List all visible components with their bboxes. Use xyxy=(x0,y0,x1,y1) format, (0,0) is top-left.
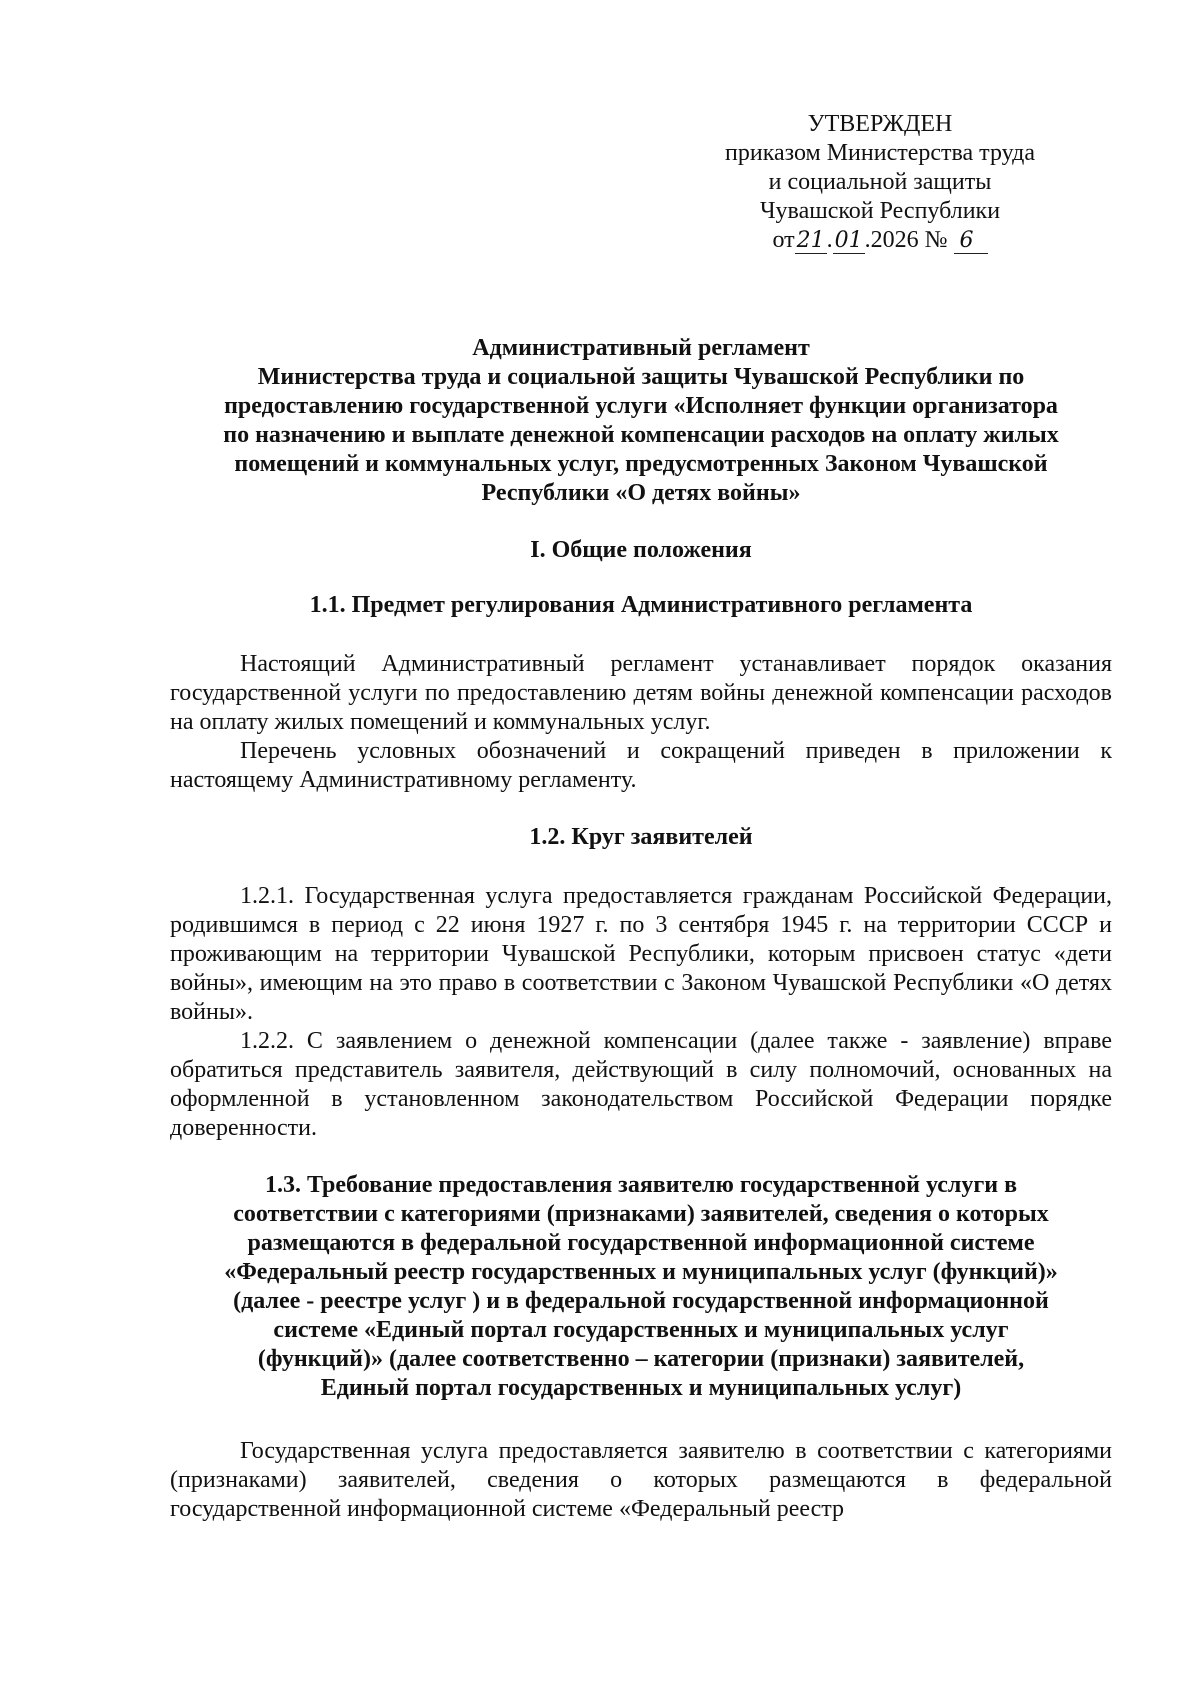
date-year: .2026 xyxy=(864,227,919,253)
subsection-1-3-heading-line-1: 1.3. Требование предоставления заявителю государственной услуги в xyxy=(264,1172,1018,1198)
handwritten-month: 01 xyxy=(834,228,863,253)
subsection-1-3-heading xyxy=(170,1171,1112,1403)
handwritten-day: 21 xyxy=(796,228,825,253)
subsection-1-3-heading-line-2: соответствии с категориями (признаками) заявителей, сведения о которых xyxy=(233,1201,1049,1227)
document-title xyxy=(170,334,1112,508)
date-prefix: от xyxy=(772,227,795,253)
title-line-5: помещений и коммунальных услуг, предусмотренных Законом Чувашской xyxy=(234,451,1048,477)
approval-line-3: Чувашской Республики xyxy=(759,198,1001,224)
approval-line-2: и социальной защиты xyxy=(768,169,992,195)
subsection-1-3-heading-line-4: «Федеральный реестр государственных и муниципальных услуг (функций)» xyxy=(224,1259,1058,1285)
section-1-heading: I. Общие положения xyxy=(530,537,752,563)
approval-line-1: приказом Министерства труда xyxy=(725,140,1035,166)
subsection-1-3-heading-line-6: системе «Единый портал государственных и муниципальных услуг xyxy=(273,1317,1009,1343)
subsection-1-3-heading-line-7: (функций)» (далее соответственно – категории (признаки) заявителей, xyxy=(257,1346,1025,1372)
title-line-3: предоставлению государственной услуги «Исполняет функции организатора xyxy=(224,393,1058,419)
subsection-1-3-heading-line-8: Единый портал государственных и муниципальных услуг) xyxy=(320,1375,962,1401)
title-line-2: Министерства труда и социальной защиты Чувашской Республики по xyxy=(257,364,1025,390)
approval-status: УТВЕРЖДЕН xyxy=(807,111,953,137)
document-body xyxy=(170,334,1112,1524)
number-label: № xyxy=(924,227,948,253)
subsection-1-1-paragraph-2: Перечень условных обозначений и сокращений приведен в приложении к настоящему Административному регламенту. xyxy=(170,738,1112,793)
approval-date-line xyxy=(690,226,1070,255)
approval-stamp-block xyxy=(690,110,1070,255)
subsection-1-2-paragraph-2: 1.2.2. С заявлением о денежной компенсации (далее также - заявление) вправе обратиться представитель заявителя, действующий в силу полномочий, основанных на оформленной в установленном законодательством Российской Федерации порядке доверенности. xyxy=(170,1028,1112,1141)
title-line-4: по назначению и выплате денежной компенсации расходов на оплату жилых xyxy=(223,422,1059,448)
date-separator: . xyxy=(826,227,833,253)
subsection-1-1-paragraph-1: Настоящий Административный регламент устанавливает порядок оказания государственной услуги по предоставлению детям войны денежной компенсации расходов на оплату жилых помещений и коммунальных услуг. xyxy=(170,651,1112,735)
subsection-1-3-heading-line-5: (далее - реестре услуг ) и в федеральной государственной информационной xyxy=(233,1288,1049,1314)
subsection-1-3-paragraph-1: Государственная услуга предоставляется заявителю в соответствии с категориями (признаками) заявителей, сведения о которых размещаются в федеральной государственной информационной системе «Федеральный реестр xyxy=(170,1438,1112,1522)
subsection-1-2-paragraph-1: 1.2.1. Государственная услуга предоставляется гражданам Российской Федерации, родившимся в период с 22 июня 1927 г. по 3 сентября 1945 г. на территории СССР и проживающим на территории Чувашской Республики, которым присвоен статус «дети войны», имеющим на это право в соответствии с Законом Чувашской Республики «О детях войны». xyxy=(170,883,1112,1025)
subsection-1-1-heading: 1.1. Предмет регулирования Административного регламента xyxy=(309,592,973,618)
title-line-1: Административный регламент xyxy=(472,335,810,361)
title-line-6: Республики «О детях войны» xyxy=(481,480,801,506)
subsection-1-3-heading-line-3: размещаются в федеральной государственной информационной системе xyxy=(247,1230,1035,1256)
subsection-1-2-heading: 1.2. Круг заявителей xyxy=(529,824,753,850)
handwritten-number: 6 xyxy=(954,229,988,254)
